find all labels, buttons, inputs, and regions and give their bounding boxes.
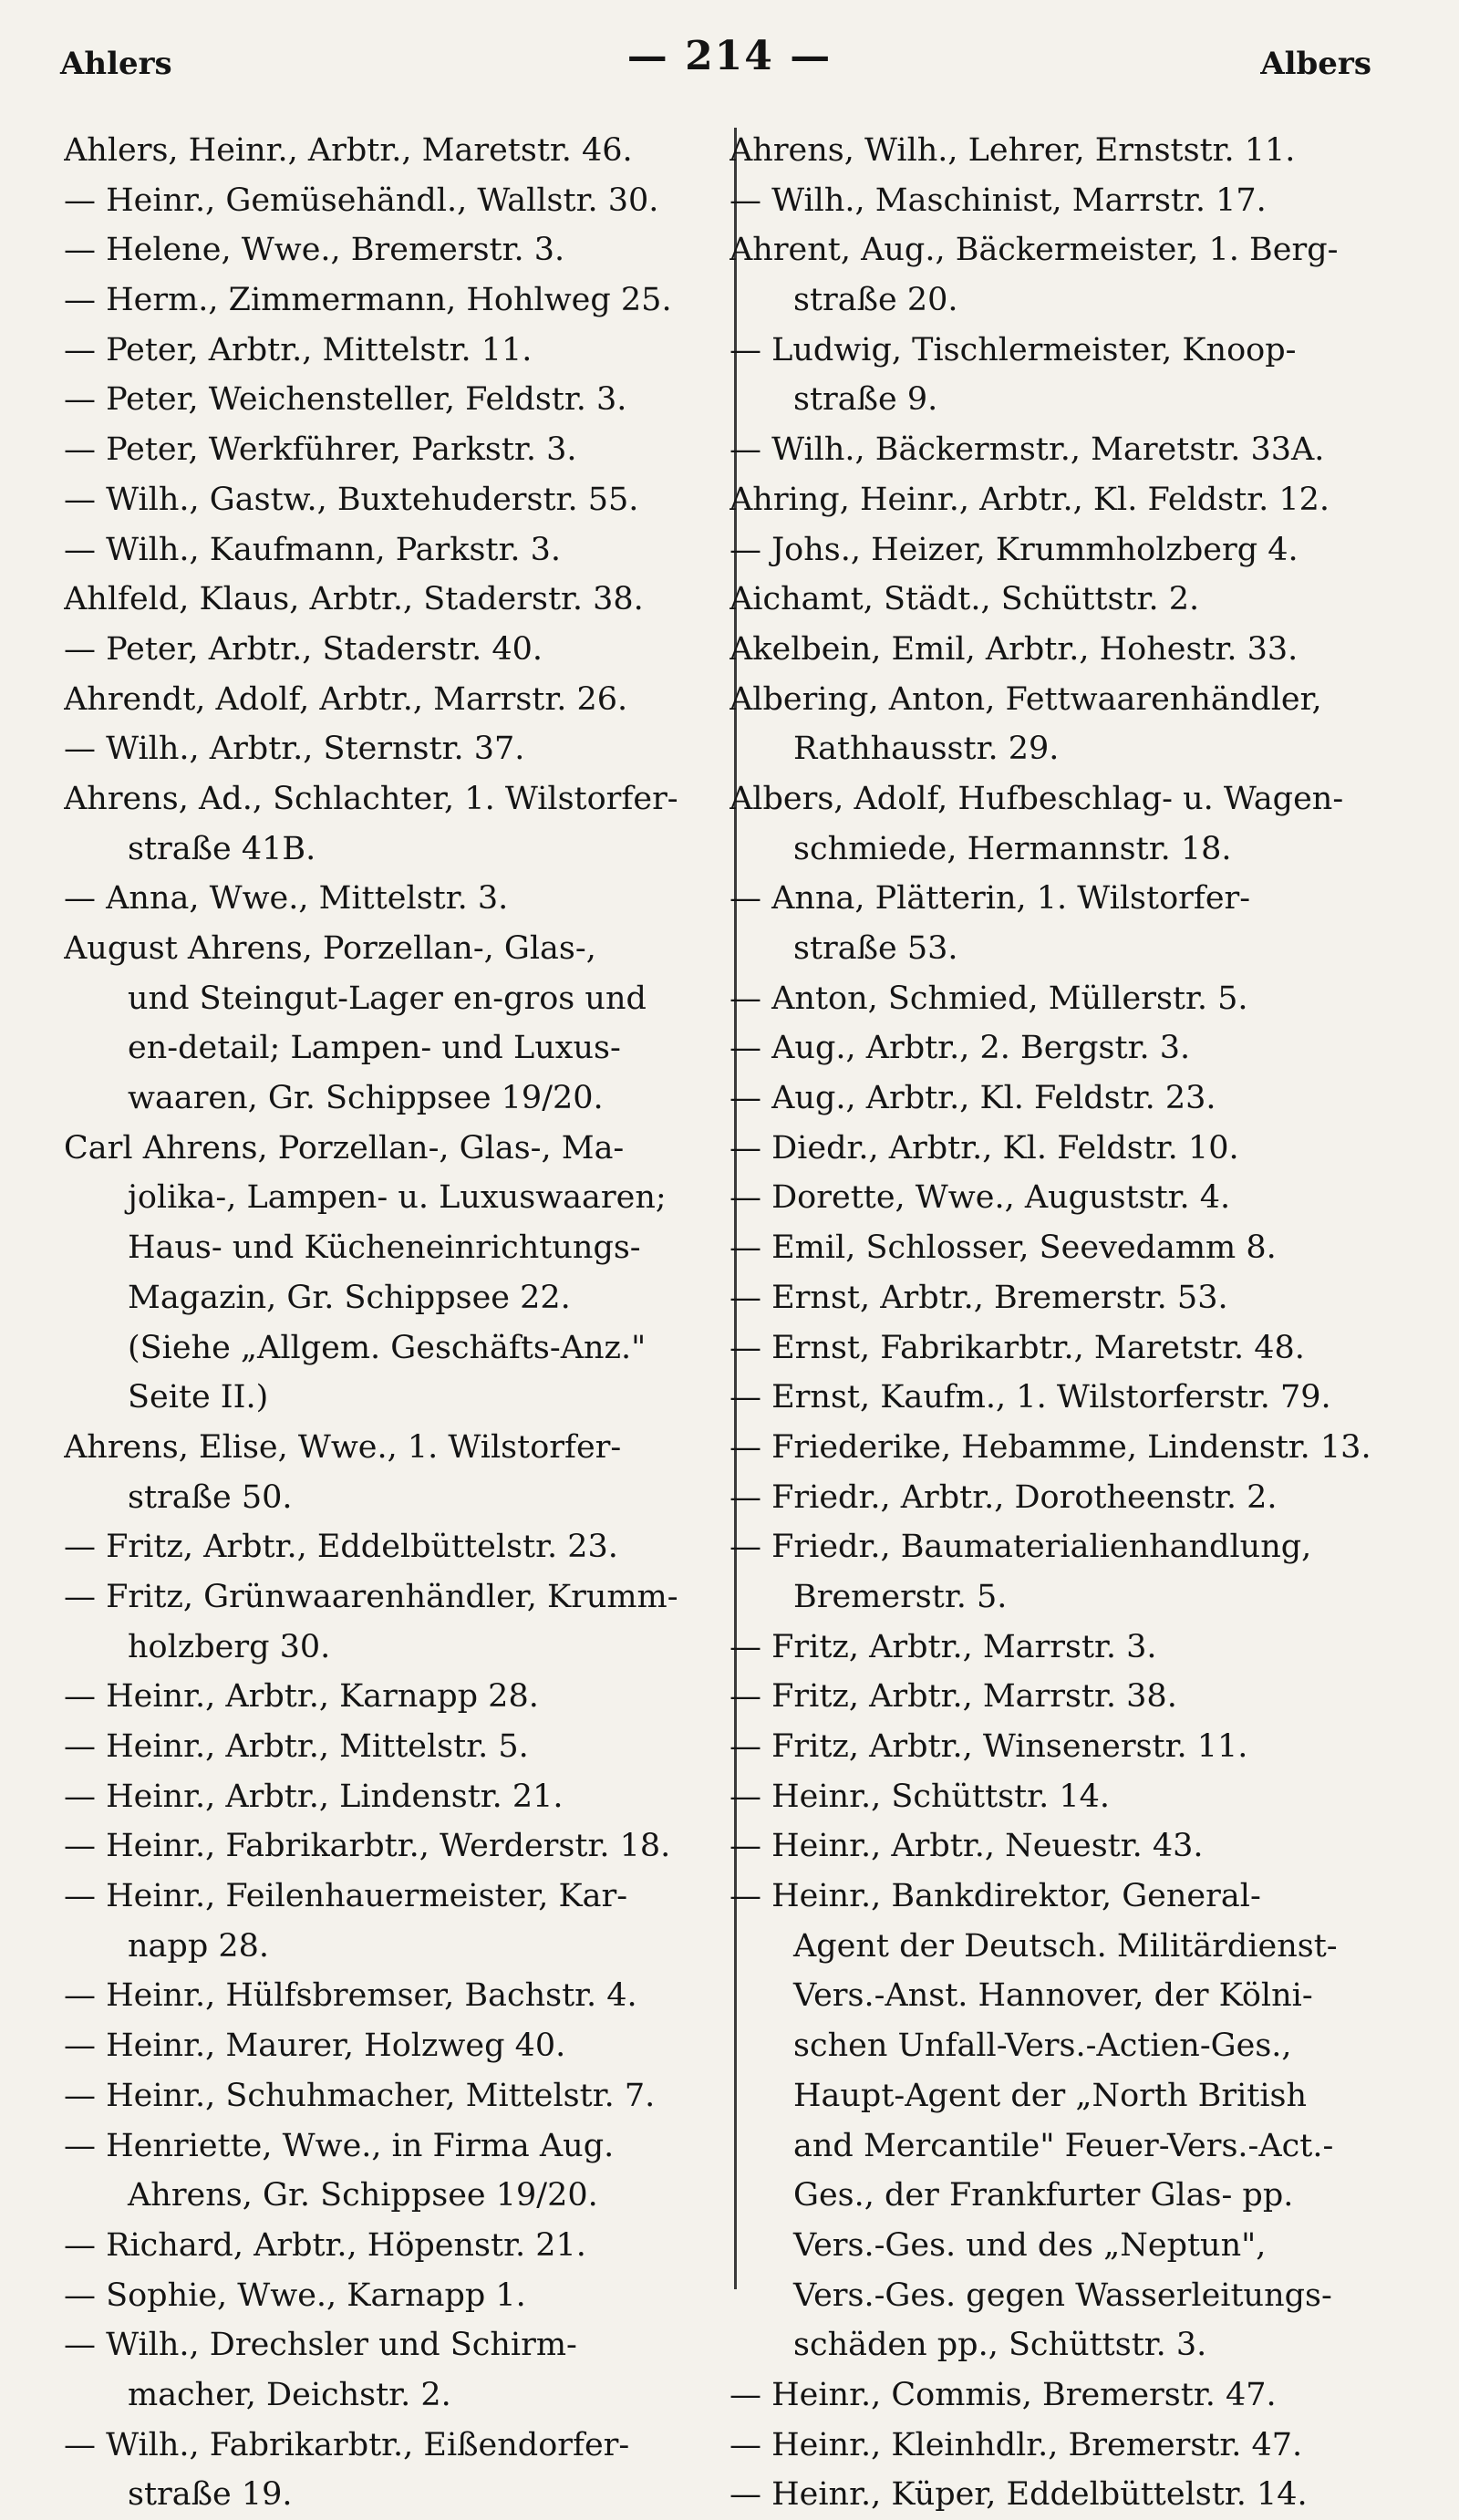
- directory-entry-line: — Wilh., Maschinist, Marrstr. 17.: [730, 181, 1267, 219]
- directory-entry-line: Vers.-Anst. Hannover, der Kölni-: [793, 1977, 1313, 2015]
- directory-entry-line: — Wilh., Kaufmann, Parkstr. 3.: [64, 531, 562, 568]
- directory-entry-line: Ahrens, Ad., Schlachter, 1. Wilstorfer-: [64, 780, 678, 817]
- directory-entry-line: — Wilh., Fabrikarbtr., Eißendorfer-: [64, 2426, 630, 2463]
- directory-entry-line: — Heinr., Gemüsehändl., Wallstr. 30.: [64, 181, 659, 219]
- directory-entry-line: — Aug., Arbtr., 2. Bergstr. 3.: [730, 1030, 1191, 1067]
- right-column: [730, 126, 1404, 2520]
- directory-entry-line: schmiede, Hermannstr. 18.: [793, 830, 1232, 867]
- directory-entry-line: — Fritz, Arbtr., Eddelbüttelstr. 23.: [64, 1529, 618, 1566]
- directory-entry-line: — Fritz, Arbtr., Marrstr. 38.: [730, 1678, 1177, 1716]
- directory-entry-line: — Friedr., Baumaterialienhandlung,: [730, 1529, 1312, 1566]
- directory-entry-line: Aichamt, Städt., Schüttstr. 2.: [730, 581, 1200, 618]
- directory-entry-line: — Heinr., Arbtr., Lindenstr. 21.: [64, 1778, 564, 1815]
- directory-entry-line: — Heinr., Bankdirektor, General-: [730, 1878, 1261, 1915]
- directory-entry-line: napp 28.: [128, 1927, 270, 1965]
- directory-entry-line: — Peter, Arbtr., Mittelstr. 11.: [64, 331, 533, 368]
- directory-entry-line: Carl Ahrens, Porzellan-, Glas-, Ma-: [64, 1129, 625, 1167]
- directory-entry-line: — Anton, Schmied, Müllerstr. 5.: [730, 980, 1248, 1017]
- directory-entry-line: straße 41B.: [128, 830, 316, 867]
- directory-entry-line: straße 19.: [128, 2476, 293, 2514]
- directory-entry-line: Bremerstr. 5.: [793, 1578, 1008, 1615]
- directory-entry-line: — Emil, Schlosser, Seevedamm 8.: [730, 1229, 1277, 1267]
- directory-entry-line: straße 9.: [793, 381, 938, 419]
- directory-entry-line: Ges., der Frankfurter Glas- pp.: [793, 2177, 1294, 2214]
- directory-entry-line: — Wilh., Bäckermstr., Maretstr. 33A.: [730, 431, 1325, 469]
- directory-entry-line: — Wilh., Arbtr., Sternstr. 37.: [64, 731, 525, 768]
- directory-entry-line: — Sophie, Wwe., Karnapp 1.: [64, 2276, 526, 2314]
- directory-entry-line: waaren, Gr. Schippsee 19/20.: [128, 1080, 604, 1117]
- directory-entry-line: Rathhausstr. 29.: [793, 731, 1060, 768]
- directory-entry-line: — Diedr., Arbtr., Kl. Feldstr. 10.: [730, 1129, 1239, 1167]
- directory-entry-line: Haupt-Agent der „North British: [793, 2077, 1308, 2114]
- directory-entry-line: — Helene, Wwe., Bremerstr. 3.: [64, 232, 565, 269]
- directory-entry-line: — Friederike, Hebamme, Lindenstr. 13.: [730, 1428, 1371, 1466]
- directory-entry-line: — Ludwig, Tischlermeister, Knoop-: [730, 331, 1297, 368]
- directory-entry-line: and Mercantile" Feuer-Vers.-Act.-: [793, 2127, 1334, 2164]
- directory-entry-line: Ahrens, Elise, Wwe., 1. Wilstorfer-: [64, 1428, 622, 1466]
- directory-entry-line: — Fritz, Arbtr., Marrstr. 3.: [730, 1628, 1157, 1665]
- directory-entry-line: Ahlers, Heinr., Arbtr., Maretstr. 46.: [64, 132, 633, 169]
- directory-entry-line: — Peter, Werkführer, Parkstr. 3.: [64, 431, 577, 469]
- directory-entry-line: Ahrens, Gr. Schippsee 19/20.: [128, 2177, 598, 2214]
- directory-entry-line: Ahlfeld, Klaus, Arbtr., Staderstr. 38.: [64, 581, 644, 618]
- directory-entry-line: — Ernst, Kaufm., 1. Wilstorferstr. 79.: [730, 1379, 1331, 1416]
- directory-entry-line: — Heinr., Feilenhauermeister, Kar-: [64, 1878, 628, 1915]
- directory-entry-line: macher, Deichstr. 2.: [128, 2376, 451, 2413]
- directory-entry-line: schäden pp., Schüttstr. 3.: [793, 2327, 1207, 2364]
- directory-entry-line: — Ernst, Fabrikarbtr., Maretstr. 48.: [730, 1329, 1305, 1366]
- directory-entry-line: jolika-, Lampen- u. Luxuswaaren;: [128, 1179, 667, 1217]
- header-left-keyword: Ahlers: [60, 46, 172, 82]
- directory-entry-line: straße 50.: [128, 1478, 293, 1516]
- directory-entry-line: — Heinr., Arbtr., Neuestr. 43.: [730, 1828, 1204, 1865]
- directory-entry-line: — Peter, Weichensteller, Feldstr. 3.: [64, 381, 627, 419]
- directory-entry-line: — Johs., Heizer, Krummholzberg 4.: [730, 531, 1299, 568]
- directory-entry-line: Akelbein, Emil, Arbtr., Hohestr. 33.: [730, 630, 1299, 668]
- directory-entry-line: straße 53.: [793, 930, 958, 967]
- page-number: — 214 —: [626, 33, 833, 79]
- directory-entry-line: — Richard, Arbtr., Höpenstr. 21.: [64, 2226, 586, 2264]
- directory-entry-line: — Friedr., Arbtr., Dorotheenstr. 2.: [730, 1478, 1278, 1516]
- directory-entry-line: Ahrens, Wilh., Lehrer, Ernststr. 11.: [730, 132, 1296, 169]
- directory-entry-line: (Siehe „Allgem. Geschäfts-Anz.": [128, 1329, 647, 1366]
- directory-entry-line: Agent der Deutsch. Militärdienst-: [793, 1927, 1338, 1965]
- directory-entry-line: en-detail; Lampen- und Luxus-: [128, 1030, 621, 1067]
- directory-entry-line: und Steingut-Lager en-gros und: [128, 980, 647, 1017]
- directory-entry-line: Albers, Adolf, Hufbeschlag- u. Wagen-: [730, 780, 1344, 817]
- directory-entry-line: — Heinr., Maurer, Holzweg 40.: [64, 2027, 566, 2065]
- directory-entry-line: — Ernst, Arbtr., Bremerstr. 53.: [730, 1279, 1228, 1316]
- directory-entry-line: — Aug., Arbtr., Kl. Feldstr. 23.: [730, 1080, 1216, 1117]
- directory-entry-line: August Ahrens, Porzellan-, Glas-,: [64, 930, 596, 967]
- directory-entry-line: — Heinr., Schüttstr. 14.: [730, 1778, 1110, 1815]
- directory-entry-line: — Henriette, Wwe., in Firma Aug.: [64, 2127, 615, 2164]
- directory-entry-line: Vers.-Ges. und des „Neptun",: [793, 2226, 1267, 2264]
- directory-entry-line: — Heinr., Kleinhdlr., Bremerstr. 47.: [730, 2426, 1303, 2463]
- directory-entry-line: — Wilh., Gastw., Buxtehuderstr. 55.: [64, 481, 639, 518]
- header-right-keyword: Albers: [1260, 46, 1371, 82]
- directory-entry-line: — Peter, Arbtr., Staderstr. 40.: [64, 630, 543, 668]
- directory-entry-line: — Heinr., Schuhmacher, Mittelstr. 7.: [64, 2077, 656, 2114]
- directory-entry-line: — Herm., Zimmermann, Hohlweg 25.: [64, 282, 672, 319]
- directory-entry-line: — Heinr., Fabrikarbtr., Werderstr. 18.: [64, 1828, 671, 1865]
- directory-entry-line: Seite II.): [128, 1379, 269, 1416]
- directory-entry-line: Albering, Anton, Fettwaarenhändler,: [730, 680, 1322, 718]
- directory-entry-line: — Heinr., Arbtr., Karnapp 28.: [64, 1678, 539, 1716]
- directory-entry-line: — Heinr., Commis, Bremerstr. 47.: [730, 2376, 1277, 2413]
- directory-entry-line: — Wilh., Drechsler und Schirm-: [64, 2327, 577, 2364]
- directory-entry-line: — Fritz, Grünwaarenhändler, Krumm-: [64, 1578, 678, 1615]
- directory-entry-line: — Heinr., Arbtr., Mittelstr. 5.: [64, 1728, 529, 1765]
- directory-entry-line: — Heinr., Hülfsbremser, Bachstr. 4.: [64, 1977, 637, 2015]
- directory-entry-line: Magazin, Gr. Schippsee 22.: [128, 1279, 571, 1316]
- directory-entry-line: holzberg 30.: [128, 1628, 331, 1665]
- directory-entry-line: — Fritz, Arbtr., Winsenerstr. 11.: [730, 1728, 1248, 1765]
- directory-entry-line: schen Unfall-Vers.-Actien-Ges.,: [793, 2027, 1292, 2065]
- directory-entry-line: — Anna, Wwe., Mittelstr. 3.: [64, 880, 509, 918]
- left-column: [64, 126, 702, 2520]
- directory-entry-line: straße 20.: [793, 282, 958, 319]
- directory-entry-line: Ahrent, Aug., Bäckermeister, 1. Berg-: [730, 232, 1339, 269]
- directory-entry-line: — Dorette, Wwe., Auguststr. 4.: [730, 1179, 1231, 1217]
- directory-entry-line: Ahrendt, Adolf, Arbtr., Marrstr. 26.: [64, 680, 628, 718]
- directory-entry-line: Ahring, Heinr., Arbtr., Kl. Feldstr. 12.: [730, 481, 1330, 518]
- directory-entry-line: Haus- und Kücheneinrichtungs-: [128, 1229, 641, 1267]
- directory-entry-line: — Anna, Plätterin, 1. Wilstorfer-: [730, 880, 1251, 918]
- directory-entry-line: Vers.-Ges. gegen Wasserleitungs-: [793, 2276, 1332, 2314]
- directory-entry-line: — Heinr., Küper, Eddelbüttelstr. 14.: [730, 2476, 1308, 2514]
